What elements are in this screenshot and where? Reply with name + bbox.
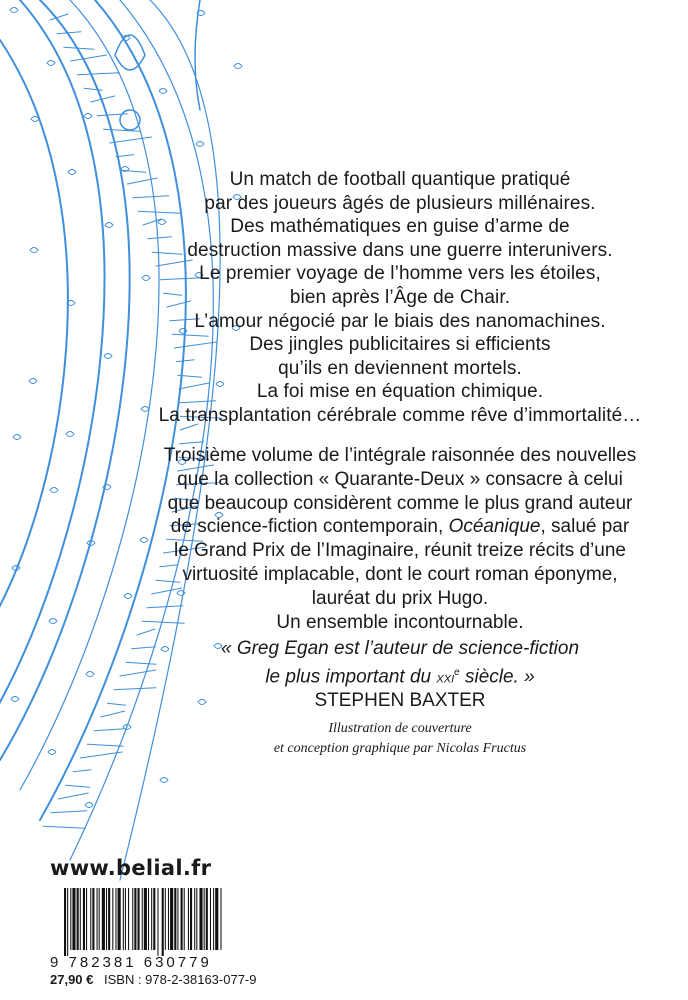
sketch-stroke <box>0 0 104 720</box>
intro-line: L’amour négocié par le biais des nanomachines. <box>194 310 606 332</box>
intro-text <box>140 168 660 428</box>
barcode-bar <box>142 888 143 950</box>
intro-line: bien après l’Âge de Chair. <box>289 286 511 308</box>
description-line <box>140 515 660 539</box>
sketch-stroke <box>84 114 92 119</box>
sketch-stroke <box>66 785 90 787</box>
barcode-bar <box>125 888 126 950</box>
barcode-bar <box>115 888 116 950</box>
book-title: Océanique <box>448 516 541 538</box>
sketch-stroke <box>86 672 94 677</box>
description-line: Un ensemble incontournable. <box>276 611 524 633</box>
sketch-stroke <box>0 0 130 760</box>
century-suffix: e <box>454 666 460 678</box>
barcode-number: 9 782381 630779 <box>50 954 212 971</box>
credit-line: Illustration de couverture <box>328 721 472 736</box>
barcode-bar <box>106 888 107 950</box>
barcode-bar <box>188 888 189 950</box>
barcode-bar <box>162 888 164 956</box>
barcode-bar <box>213 888 214 950</box>
barcode-bar <box>83 888 85 950</box>
sketch-stroke <box>105 223 113 228</box>
century-numeral: xxi <box>436 668 455 686</box>
barcode-bar <box>174 888 176 950</box>
quote-line <box>140 661 660 690</box>
intro-line: destruction massive dans une guerre interunivers. <box>187 239 613 261</box>
intro-line: La transplantation cérébrale comme rêve d’immortalité… <box>158 404 642 426</box>
isbn: ISBN : 978-2-38163-077-9 <box>104 972 257 987</box>
intro-line: par des joueurs âgés de plusieurs millénaires. <box>204 192 596 214</box>
barcode-bar <box>102 888 105 950</box>
barcode-bar <box>168 888 169 950</box>
barcode-bar <box>177 888 178 950</box>
sketch-stroke <box>58 793 88 799</box>
sketch-stroke <box>104 354 112 359</box>
barcode-bar <box>181 888 183 950</box>
sketch-stroke <box>11 697 19 702</box>
description-text: de science-fiction contemporain, <box>170 516 449 538</box>
quote-line: « Greg Egan est l’auteur de science-fiction <box>220 638 580 659</box>
credit-line: et conception graphique par Nicolas Fructus <box>273 741 527 756</box>
barcode-bar <box>70 888 71 950</box>
sketch-stroke <box>0 40 68 640</box>
barcode-bar <box>206 888 208 950</box>
description-line: que la collection « Quarante-Deux » consacre à celui <box>177 468 623 490</box>
quote-text: siècle. » <box>459 665 535 687</box>
intro-line: qu’ils en deviennent mortels. <box>278 357 522 379</box>
sketch-stroke <box>110 137 152 143</box>
barcode-bar <box>132 888 133 950</box>
sketch-stroke <box>234 64 242 69</box>
barcode-bar <box>77 888 79 950</box>
sketch-stroke <box>50 488 58 493</box>
barcode-bar <box>151 888 152 950</box>
quote-author: STEPHEN BAXTER <box>314 690 486 712</box>
description-line: lauréat du prix Hugo. <box>311 587 489 609</box>
barcode-bar <box>134 888 136 950</box>
sketch-stroke <box>159 89 167 94</box>
sketch-stroke <box>31 117 39 122</box>
sketch-stroke <box>94 729 124 731</box>
barcode-bar <box>210 888 211 950</box>
sketch-stroke <box>85 803 93 808</box>
sketch-stroke <box>49 619 57 624</box>
barcode-bar <box>204 888 205 950</box>
barcode-bar <box>67 888 68 956</box>
barcode-bar <box>108 888 110 950</box>
book-description <box>140 444 660 634</box>
quote-text: le plus important du <box>265 665 437 687</box>
publisher-website[interactable]: www.belial.fr <box>50 856 212 880</box>
illustration-credit <box>200 719 600 759</box>
sketch-stroke <box>66 432 74 437</box>
barcode-bar <box>170 888 173 950</box>
sketch-stroke <box>124 594 132 599</box>
sketch-stroke <box>115 35 145 70</box>
sketch-stroke <box>84 88 102 90</box>
description-text: , salué par <box>540 516 630 538</box>
sketch-stroke <box>30 248 38 253</box>
sketch-stroke <box>47 61 55 66</box>
barcode-bar <box>97 888 98 950</box>
sketch-stroke <box>51 811 87 813</box>
sketch-stroke <box>13 435 21 440</box>
barcode-bar <box>157 888 158 956</box>
barcode-bar <box>194 888 195 950</box>
barcode-bar <box>80 888 81 950</box>
barcode-bar <box>90 888 91 950</box>
sketch-stroke <box>43 826 85 828</box>
sketch-stroke <box>196 142 204 147</box>
sketch-stroke <box>195 0 200 110</box>
barcode-bar <box>72 888 75 950</box>
barcode-bar <box>190 888 192 950</box>
barcode-bar <box>138 888 140 950</box>
barcode-bar <box>165 888 166 950</box>
barcode-bar <box>196 888 197 950</box>
barcode-bar <box>148 888 149 950</box>
barcode-bar <box>99 888 100 950</box>
sketch-stroke <box>48 750 56 755</box>
press-quote <box>140 637 660 713</box>
sketch-stroke <box>101 711 125 717</box>
intro-line: La foi mise en équation chimique. <box>256 381 544 403</box>
sketch-stroke <box>73 770 91 772</box>
sketch-stroke <box>68 170 76 175</box>
price: 27,90 € <box>50 972 94 987</box>
barcode-bar <box>153 888 155 950</box>
barcode-bar <box>184 888 185 950</box>
sketch-stroke <box>160 778 168 783</box>
barcode-bar <box>86 888 87 950</box>
barcode <box>64 888 222 956</box>
barcode-bar <box>118 888 121 950</box>
intro-line: Le premier voyage de l’homme vers les étoiles, <box>199 263 601 285</box>
barcode-bar <box>64 888 66 956</box>
barcode-bar <box>112 888 113 950</box>
barcode-bar <box>215 888 218 950</box>
intro-line: Un match de football quantique pratiqué <box>229 169 571 190</box>
barcode-bar <box>220 888 221 950</box>
sketch-stroke <box>10 8 18 13</box>
barcode-bar <box>199 888 202 950</box>
sketch-stroke <box>71 55 107 61</box>
sketch-stroke <box>29 379 37 384</box>
barcode-bar <box>92 888 94 950</box>
intro-line: Des mathématiques en guise d’arme de <box>230 216 570 238</box>
description-line: virtuosité implacable, dont le court roman éponyme, <box>182 563 618 585</box>
barcode-bar <box>128 888 129 950</box>
barcode-bar <box>123 888 124 950</box>
intro-line: Des jingles publicitaires si efficients <box>249 334 551 356</box>
description-line: le Grand Prix de l’Imaginaire, réunit treize récits d’une <box>174 540 626 562</box>
barcode-bar <box>144 888 147 950</box>
sketch-stroke <box>108 703 126 705</box>
sketch-stroke <box>77 73 119 75</box>
description-line: que beaucoup considèrent comme le plus grand auteur <box>167 492 633 514</box>
sketch-stroke <box>87 744 123 746</box>
description-line: Troisième volume de l’intégrale raisonnée des nouvelles <box>163 445 637 466</box>
